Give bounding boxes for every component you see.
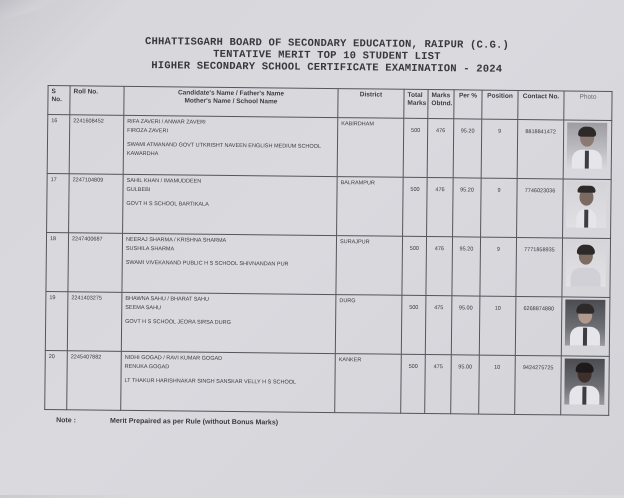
cell-photo [563,120,612,179]
cell-roll: 2245407882 [67,351,122,411]
cell-percent: 95.20 [453,119,482,178]
mother-name: GULBEBI [126,186,151,194]
col-district: District [338,89,404,119]
name-father: NEERAJ SHARMA / KRISHNA SHARMA [125,236,227,244]
student-photo-icon [566,240,606,286]
school-name: LT THAKUR HARISHNAKAR SINGH SANSKAR VELLY H S SCHOOL [124,377,297,386]
cell-photo [563,179,612,238]
cell-sno: 17 [47,174,70,233]
cell-percent: 95.20 [453,178,482,237]
document-header [102,36,552,77]
cell-district: DURG [335,295,402,355]
col-percent: Per % [454,90,482,119]
cell-roll: 2241403275 [67,292,122,352]
student-photo-icon [566,181,606,227]
cell-total: 500 [401,354,426,413]
cell-district: BALRAMPUR [337,177,404,237]
cell-sno: 19 [45,292,68,351]
col-position: Position [482,90,518,119]
col-sno: S No. [48,86,70,115]
cell-candidate [123,115,338,176]
cell-photo [562,238,611,297]
school-name: GOVT H S SCHOOL JEORA SIRSA DURG [125,318,231,326]
student-photo-icon [565,299,605,345]
board-title: CHHATTISGARH BOARD OF SECONDARY EDUCATION, RAIPUR (C.G.) [144,36,510,52]
cell-obtained: 475 [425,296,452,355]
cell-district: KABIRDHAM [337,118,404,178]
cell-roll: 2247104809 [69,174,124,234]
cell-total: 500 [403,118,428,177]
cell-position: 10 [479,296,516,355]
table-row [47,174,612,239]
cell-contact: 7771858935 [516,237,563,296]
cell-sno: 20 [45,351,68,410]
cell-contact: 7746023036 [517,178,564,237]
exam-title: HIGHER SECONDARY SCHOOL CERTIFICATE EXAMINATION - 2024 [151,60,503,76]
footnote [56,417,278,426]
mother-name: RENUKA GOGAD [124,363,170,371]
cell-roll: 2247400687 [68,233,123,293]
cell-candidate [123,174,338,235]
col-candidate: Candidate's Name / Father's Name Mother's Name / School Name [124,86,338,117]
cell-position: 9 [481,119,518,178]
cell-contact: 6268874880 [515,296,562,355]
mother-name: SEEMA SAHU [125,304,162,312]
school-name: SWAMI VIVEKANAND PUBLIC H S SCHOOL SHIVNANDAN PUR [125,259,289,268]
cell-percent: 95.20 [452,237,481,296]
cell-photo [561,356,610,415]
note-label: Note : [56,417,76,425]
mother-name: FIROZA ZAVERI [127,127,169,135]
col-total: Total Marks [404,89,428,118]
student-photo-icon [567,122,607,168]
cell-total: 500 [401,295,426,354]
school-name: SWAMI ATMANAND GOVT UTKRISHT NAVEEN ENGLISH MEDIUM SCHOOL KAWARDHA [126,141,321,158]
table-row [45,351,610,416]
cell-position: 9 [481,178,518,237]
table-row [46,233,611,298]
list-title: TENTATIVE MERIT TOP 10 STUDENT LIST [213,48,441,64]
name-father: NIDHI GOGAD / RAVI KUMAR GOGAD [124,354,223,362]
cell-candidate [121,351,336,412]
cell-percent: 95.00 [451,296,480,355]
note-text: Merit Prepaired as per Rule (without Bonus Marks) [110,417,279,427]
name-father: SAHIL KHAN / IMAMUDDEEN [126,177,202,185]
cell-candidate [122,233,337,294]
cell-obtained: 475 [425,355,452,414]
merit-table [44,85,612,416]
cell-sno: 16 [47,115,70,174]
col-roll: Roll No. [70,86,124,116]
cell-total: 500 [403,177,428,236]
name-father: BHAWNA SAHU / BHARAT SAHU [125,295,210,303]
mother-name: SUSHILA SHARMA [125,245,175,253]
table-row [47,115,612,180]
cell-photo [561,297,610,356]
cell-district: KANKER [335,354,402,414]
cell-percent: 95.00 [451,355,480,414]
cell-position: 9 [480,237,517,296]
cell-position: 10 [479,355,516,414]
table-row [45,292,610,357]
student-photo-icon [564,358,604,404]
name-father: RIFA ZAVERI / ANWAR ZAVERI [127,118,206,126]
cell-contact: 9424275725 [515,355,562,414]
cell-total: 500 [402,236,427,295]
col-photo: Photo [564,91,612,121]
cell-roll: 2241608452 [69,115,124,175]
cell-sno: 18 [46,233,69,292]
cell-obtained: 476 [427,119,454,178]
cell-obtained: 476 [426,237,453,296]
cell-contact: 8818841472 [517,119,564,178]
school-name: GOVT H S SCHOOL BARTIKALA [126,200,209,208]
cell-candidate [121,292,336,353]
cell-obtained: 476 [427,178,454,237]
cell-district: SURAJPUR [336,236,403,296]
col-obtained: Marks Obtnd. [428,90,454,119]
col-contact: Contact No. [518,90,564,119]
